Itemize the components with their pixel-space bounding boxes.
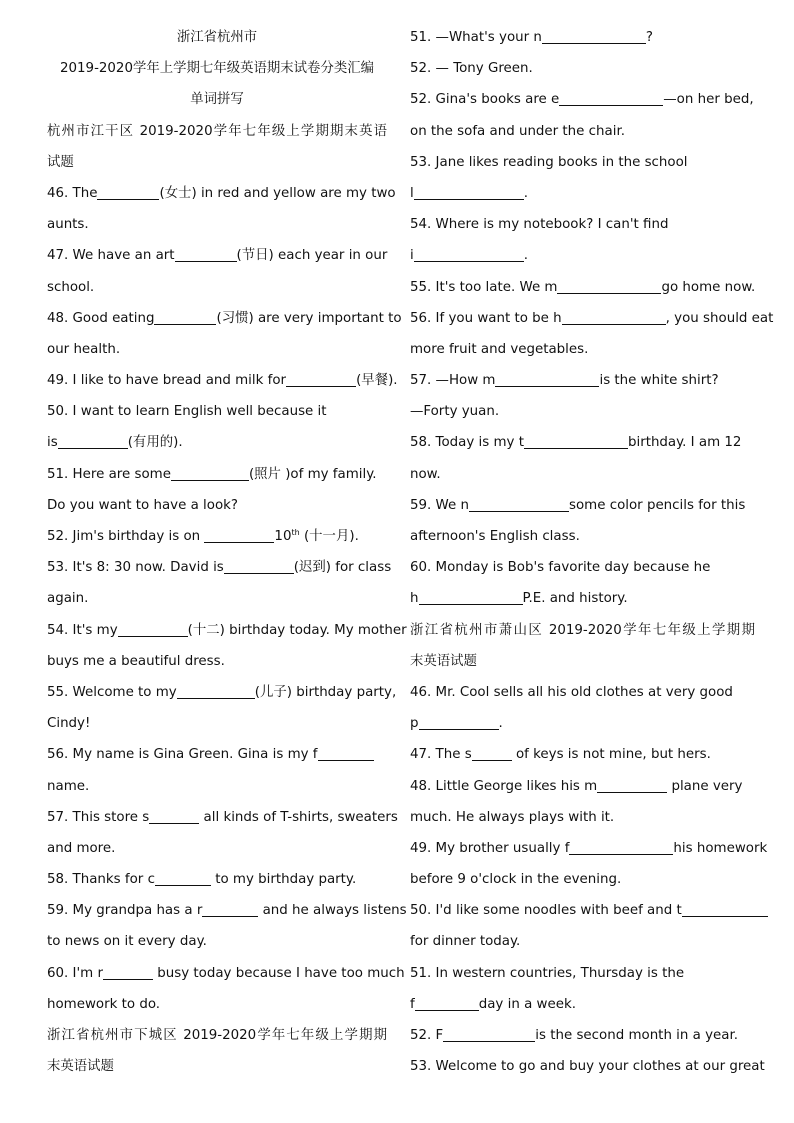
left-column-line — [47, 958, 405, 989]
left-column-line — [47, 303, 402, 334]
text-segment: afternoon's English class. — [410, 529, 580, 544]
text-segment: —Forty yuan. — [410, 404, 500, 420]
right-column-line — [410, 1051, 765, 1082]
left-column-line — [47, 521, 387, 552]
right-column-line — [410, 646, 755, 677]
answer-blank[interactable] — [414, 185, 524, 200]
answer-blank[interactable] — [569, 840, 673, 855]
answer-blank[interactable] — [472, 746, 512, 761]
text-segment: 60. I'm r — [47, 965, 103, 981]
answer-blank[interactable] — [154, 310, 216, 325]
text-segment: some color pencils for this — [569, 497, 746, 513]
text-segment: is — [47, 435, 58, 451]
text-segment: before 9 o'clock in the evening. — [410, 872, 622, 888]
text-segment: (儿子) birthday party, — [254, 684, 397, 700]
text-segment: day in a week. — [478, 996, 576, 1012]
text-segment: aunts. — [47, 217, 89, 233]
text-segment: 末英语试题 — [47, 1059, 114, 1075]
left-column-line — [47, 1020, 387, 1051]
text-segment: 56. My name is Gina Green. Gina is my f — [47, 747, 318, 763]
left-column-line — [47, 833, 387, 864]
right-column-line — [410, 958, 755, 989]
text-segment: buys me a beautiful dress. — [47, 653, 225, 669]
right-column-line — [410, 583, 755, 614]
text-segment: 10 — [274, 529, 292, 544]
text-segment: f — [410, 996, 415, 1012]
right-column-line — [410, 272, 755, 303]
text-segment: (迟到) for class — [293, 560, 392, 576]
text-segment: 末英语试题 — [410, 653, 477, 669]
text-segment: 53. Welcome to go and buy your clothes at our great — [410, 1059, 765, 1075]
left-column-line — [47, 459, 387, 490]
text-segment: h — [410, 591, 419, 607]
text-segment: 50. I want to learn English well because it — [47, 404, 327, 420]
left-column-line — [47, 53, 387, 84]
text-segment: of keys is not mine, but hers. — [511, 747, 711, 763]
left-column-line — [47, 615, 407, 646]
text-segment: plane very — [667, 778, 743, 794]
text-segment: 浙江省杭州市下城区 2019-2020学年七年级上学期期 — [47, 1028, 387, 1043]
answer-blank[interactable] — [414, 247, 524, 262]
text-segment: again. — [47, 591, 89, 607]
text-segment: 47. The s — [410, 747, 472, 763]
right-column-line — [410, 365, 755, 396]
answer-blank[interactable] — [419, 715, 499, 730]
right-column-line — [410, 178, 755, 209]
left-column-line — [47, 677, 397, 708]
text-segment: 58. Thanks for c — [47, 872, 155, 888]
left-column-line — [47, 895, 407, 926]
text-segment: 50. I'd like some noodles with beef and t — [410, 903, 682, 919]
text-segment: is the second month in a year. — [535, 1028, 739, 1043]
text-segment: 55. Welcome to my — [47, 684, 177, 700]
text-segment: (有用的). — [127, 435, 183, 451]
right-column-line — [410, 926, 755, 957]
right-column-line — [410, 303, 774, 334]
text-segment: . — [523, 248, 528, 264]
text-segment: birthday. I am 12 — [627, 435, 742, 451]
text-segment: (节日) each year in our — [236, 248, 388, 264]
text-segment: to my birthday party. — [210, 872, 357, 888]
text-segment: ? — [645, 30, 654, 45]
right-column-line — [410, 53, 755, 84]
left-column-line — [47, 209, 387, 240]
right-column-line — [410, 677, 755, 708]
text-segment: on the sofa and under the chair. — [410, 123, 625, 139]
right-column-line — [410, 833, 768, 864]
answer-blank[interactable] — [118, 622, 188, 637]
right-column-line — [410, 771, 755, 802]
text-segment: 54. Where is my notebook? I can't find — [410, 217, 669, 233]
answer-blank[interactable] — [469, 497, 569, 512]
text-segment: i — [410, 248, 414, 264]
text-segment: 浙江省杭州市 — [176, 30, 258, 45]
text-segment: , you should eat — [665, 310, 774, 326]
right-column-line — [410, 864, 755, 895]
text-segment: 57. This store s — [47, 809, 150, 825]
left-column-line — [47, 272, 387, 303]
text-segment: 57. —How m — [410, 373, 496, 389]
answer-blank[interactable] — [318, 746, 374, 761]
text-segment: go home now. — [661, 279, 756, 295]
left-column-line — [47, 583, 387, 614]
right-column-line — [410, 1020, 755, 1051]
left-column-line — [47, 116, 387, 147]
answer-blank[interactable] — [419, 590, 523, 605]
text-segment: (十一月). — [299, 529, 359, 544]
text-segment: 53. It's 8: 30 now. David is — [47, 560, 224, 576]
answer-blank[interactable] — [155, 871, 211, 886]
text-segment: (十二) birthday today. My mother — [187, 622, 407, 638]
right-column-line — [410, 521, 755, 552]
right-column-line — [410, 802, 755, 833]
answer-blank[interactable] — [224, 559, 294, 574]
answer-blank[interactable] — [415, 996, 479, 1011]
left-column-line — [47, 989, 387, 1020]
answer-blank[interactable] — [495, 372, 599, 387]
answer-blank[interactable] — [524, 434, 628, 449]
left-column-line — [47, 552, 392, 583]
answer-blank[interactable] — [97, 185, 159, 200]
right-column-line — [410, 396, 755, 427]
left-column-line — [47, 864, 387, 895]
text-segment: 试题 — [47, 154, 74, 170]
left-column-line — [47, 739, 387, 770]
answer-blank[interactable] — [202, 902, 258, 917]
answer-blank[interactable] — [177, 684, 255, 699]
text-segment: 52. Jim's birthday is on — [47, 529, 205, 544]
text-segment: his homework — [673, 840, 768, 856]
answer-blank[interactable] — [443, 1027, 535, 1042]
text-segment: 48. Good eating — [47, 310, 155, 326]
answer-blank[interactable] — [542, 29, 646, 44]
text-segment: 49. My brother usually f — [410, 840, 570, 856]
answer-blank[interactable] — [562, 310, 666, 325]
answer-blank[interactable] — [559, 91, 663, 106]
text-segment: 53. Jane likes reading books in the school — [410, 154, 688, 170]
text-segment: 52. F — [410, 1028, 444, 1043]
left-column-line — [47, 646, 387, 677]
answer-blank[interactable] — [557, 279, 661, 294]
right-column-line — [410, 116, 755, 147]
text-segment: 单词拼写 — [190, 92, 244, 108]
left-column-line — [47, 490, 387, 521]
text-segment: 47. We have an art — [47, 248, 175, 264]
text-segment: 58. Today is my t — [410, 435, 524, 451]
text-segment: . — [523, 185, 528, 201]
answer-blank[interactable] — [149, 809, 199, 824]
right-column-line — [410, 147, 755, 178]
text-segment: 51. Here are some — [47, 466, 171, 482]
left-column-line — [47, 365, 398, 396]
right-column-line — [410, 708, 755, 739]
right-column-line — [410, 989, 755, 1020]
left-column-line — [47, 240, 387, 271]
right-column-line — [410, 84, 755, 115]
text-segment: . — [498, 716, 503, 732]
text-segment: (早餐). — [356, 373, 398, 389]
right-column-line — [410, 459, 755, 490]
text-segment: is the white shirt? — [599, 373, 719, 389]
text-segment: 60. Monday is Bob's favorite day because he — [410, 560, 711, 576]
text-segment: 2019-2020学年上学期七年级英语期末试卷分类汇编 — [59, 61, 375, 77]
text-segment: and more. — [47, 840, 116, 856]
left-column-line — [47, 427, 387, 458]
text-segment: 59. My grandpa has a r — [47, 903, 203, 919]
text-segment: busy today because I have too much — [153, 965, 405, 981]
text-segment: Cindy! — [47, 716, 91, 732]
left-column-line — [47, 84, 387, 115]
text-segment: 59. We n — [410, 497, 469, 513]
text-segment: for dinner today. — [410, 934, 521, 950]
text-segment: 51. In western countries, Thursday is the — [410, 965, 685, 981]
text-segment: much. He always plays with it. — [410, 809, 615, 825]
text-segment: 浙江省杭州市萧山区 2019-2020学年七年级上学期期 — [410, 622, 755, 638]
left-column-line — [47, 926, 387, 957]
text-segment: now. — [410, 466, 441, 482]
right-column-line — [410, 427, 755, 458]
text-segment: —on her bed, — [663, 92, 754, 108]
text-segment: 49. I like to have bread and milk for — [47, 373, 287, 389]
text-segment: 51. —What's your n — [410, 30, 542, 45]
text-segment: 46. Mr. Cool sells all his old clothes at very good — [410, 684, 733, 700]
right-column-line — [410, 22, 755, 53]
left-column — [47, 22, 407, 1082]
text-segment: to news on it every day. — [47, 934, 207, 950]
text-segment: (习惯) are very important to — [216, 310, 402, 326]
left-column-line — [47, 22, 387, 53]
text-segment: our health. — [47, 341, 121, 357]
text-segment: 48. Little George likes his m — [410, 778, 598, 794]
answer-blank[interactable] — [682, 902, 768, 917]
text-segment: and he always listens — [258, 903, 407, 919]
text-segment: 52. — Tony Green. — [410, 61, 533, 77]
text-segment: 56. If you want to be h — [410, 310, 562, 326]
left-column-line — [47, 708, 387, 739]
right-column-line — [410, 334, 755, 365]
left-column-line — [47, 1051, 387, 1082]
text-segment: 55. It's too late. We m — [410, 279, 558, 295]
answer-blank[interactable] — [58, 434, 128, 449]
text-segment: school. — [47, 279, 95, 295]
right-column-line — [410, 209, 755, 240]
right-column-line — [410, 615, 755, 646]
text-segment: 54. It's my — [47, 622, 118, 638]
left-column-line — [47, 147, 387, 178]
right-column — [410, 22, 774, 1082]
text-segment: 52. Gina's books are e — [410, 92, 560, 108]
answer-blank[interactable] — [597, 778, 667, 793]
answer-blank[interactable] — [175, 247, 237, 262]
answer-blank[interactable] — [204, 528, 274, 543]
left-column-line — [47, 334, 387, 365]
right-column-line — [410, 490, 755, 521]
answer-blank[interactable] — [103, 965, 153, 980]
text-segment: all kinds of T-shirts, sweaters — [199, 809, 398, 825]
text-segment: name. — [47, 778, 90, 794]
right-column-line — [410, 739, 755, 770]
text-segment: P.E. and history. — [522, 591, 628, 607]
left-column-line — [47, 802, 398, 833]
text-segment: (照片 )of my family. — [248, 466, 377, 482]
text-segment: Do you want to have a look? — [47, 497, 239, 513]
right-column-line — [410, 240, 755, 271]
left-column-line — [47, 178, 396, 209]
superscript: th — [291, 528, 300, 537]
right-column-line — [410, 552, 755, 583]
right-column-line — [410, 895, 755, 926]
text-segment: homework to do. — [47, 996, 161, 1012]
text-segment: (女士) in red and yellow are my two — [159, 185, 396, 201]
text-segment: more fruit and vegetables. — [410, 341, 589, 357]
text-segment: 46. The — [47, 185, 98, 201]
answer-blank[interactable] — [286, 372, 356, 387]
text-segment: l — [410, 185, 414, 201]
text-segment: p — [410, 716, 419, 732]
answer-blank[interactable] — [171, 466, 249, 481]
text-segment: 杭州市江干区 2019-2020学年七年级上学期期末英语 — [47, 123, 387, 139]
left-column-line — [47, 396, 387, 427]
left-column-line — [47, 771, 387, 802]
